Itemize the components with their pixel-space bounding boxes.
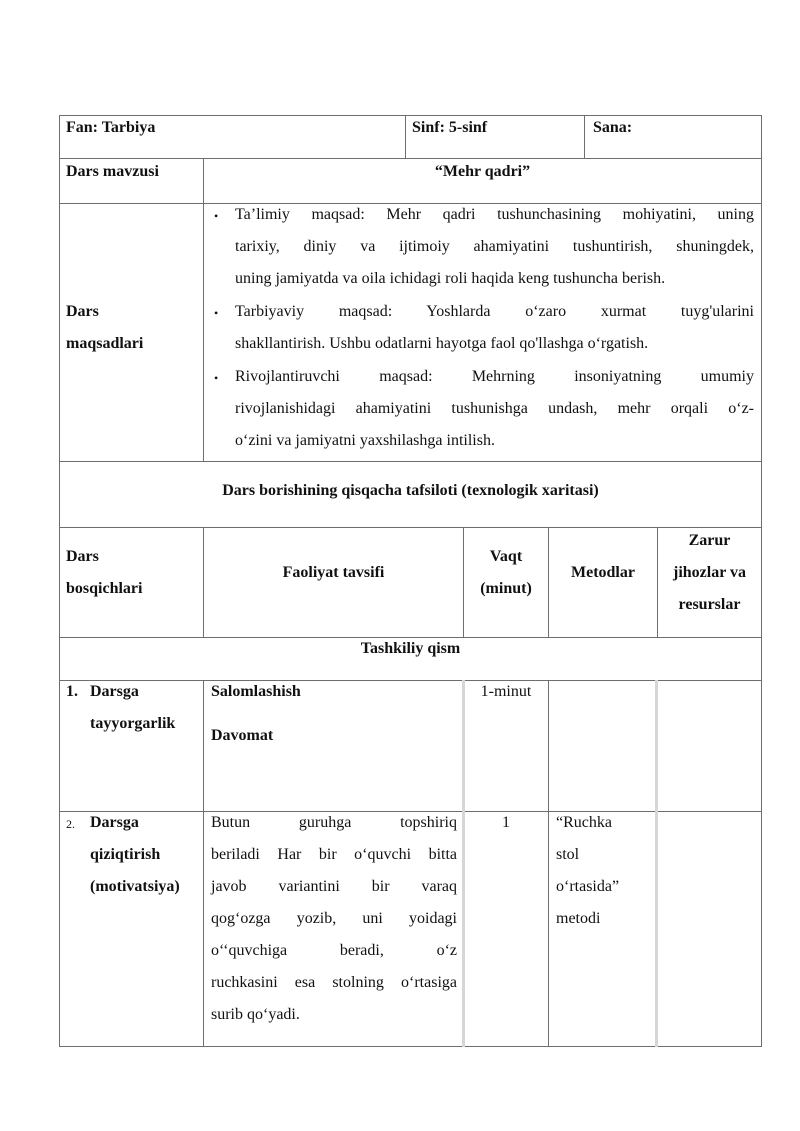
lesson-flow-title: Dars borishining qisqacha tafsiloti (texnologik xaritasi): [222, 482, 599, 499]
date-label: Sana:: [593, 119, 633, 136]
bullet-icon: •: [214, 209, 219, 223]
bullet-icon: •: [214, 306, 219, 320]
col-resources-line3: resurslar: [678, 596, 741, 613]
row-2-method-line-3: o‘rtasida”: [556, 878, 620, 895]
goal-3-line-1: Rivojlantiruvchi maqsad: Mehrning insoniyatning umumiy: [235, 368, 754, 385]
goal-1-line-2: tarixiy, diniy va ijtimoiy ahamiyatini tushuntirish, shuningdek,: [235, 238, 754, 255]
col-methods: Metodlar: [571, 564, 635, 581]
goal-1-line-3: uning jamiyatda va oila ichidagi roli haqida keng tushuncha berish.: [235, 270, 666, 287]
col-resources-line1: Zarur: [688, 532, 731, 549]
col-time-line1: Vaqt: [489, 548, 523, 565]
subject-label: Fan: Tarbiya: [66, 119, 156, 136]
row-2-activity-line-1: Butun guruhga topshiriq: [211, 814, 457, 831]
goal-3-line-2: rivojlanishidagi ahamiyatini tushunishga undash, mehr orqali o‘z-: [235, 400, 754, 417]
col-resources-line2: jihozlar va: [672, 564, 747, 581]
row-2-activity-line-4: qog‘ozga yozib, uni yoidagi: [211, 910, 457, 927]
section-title: Tashkiliy qism: [360, 640, 461, 657]
row-1-number: 1.: [66, 683, 78, 700]
row-2-method-line-2: stol: [556, 846, 580, 863]
row-2-activity-line-5: o‘‘quvchiga beradi, o‘z: [211, 942, 457, 959]
col-stage-line2: bosqichlari: [66, 580, 143, 597]
row-2-stage-line1: Darsga: [90, 814, 139, 831]
goal-2-line-1: Tarbiyaviy maqsad: Yoshlarda o‘zaro xurmat tuyg'ularini: [235, 303, 754, 320]
col-activity: Faoliyat tavsifi: [282, 564, 385, 581]
row-1-activity-2: Davomat: [211, 727, 274, 744]
row-2-stage-line2: qiziqtirish: [90, 846, 161, 863]
col-time-line2: (minut): [480, 580, 532, 597]
row-1-time: 1-minut: [480, 683, 532, 700]
row-2-method-line-4: metodi: [556, 910, 601, 927]
col-stage-line1: Dars: [66, 548, 99, 565]
row-2-activity-line-3: javob variantini bir varaq: [211, 878, 457, 895]
row-2-time: 1: [502, 814, 510, 831]
row-1-stage-line2: tayyorgarlik: [90, 715, 176, 732]
goal-2-line-2: shakllantirish. Ushbu odatlarni hayotga faol qo'llashga o‘rgatish.: [235, 335, 649, 352]
topic-value: “Mehr qadri”: [434, 163, 531, 180]
row-2-activity-line-6: ruchkasini esa stolning o‘rtasiga: [211, 974, 457, 991]
row-2-number: 2.: [66, 817, 75, 831]
goal-3-line-3: o‘zini va jamiyatni yaxshilashga intilish.: [235, 432, 495, 449]
bullet-icon: •: [214, 371, 219, 385]
row-1-activity-1: Salomlashish: [211, 683, 301, 700]
row-2-method-line-1: “Ruchka: [556, 814, 612, 831]
row-2-stage-line3: (motivatsiya): [90, 878, 180, 895]
goal-1-line-1: Ta’limiy maqsad: Mehr qadri tushunchasining mohiyatini, uning: [235, 206, 754, 223]
topic-label: Dars mavzusi: [66, 163, 159, 180]
goals-label-line1: Dars: [66, 303, 99, 320]
goals-label-line2: maqsadlari: [66, 335, 144, 352]
row-2-activity-line-2: beriladi Har bir o‘quvchi bitta: [211, 846, 457, 863]
row-2-activity-line-7: surib qo‘yadi.: [211, 1006, 300, 1023]
row-1-stage-line1: Darsga: [90, 683, 139, 700]
grade-label: Sinf: 5-sinf: [412, 119, 488, 136]
